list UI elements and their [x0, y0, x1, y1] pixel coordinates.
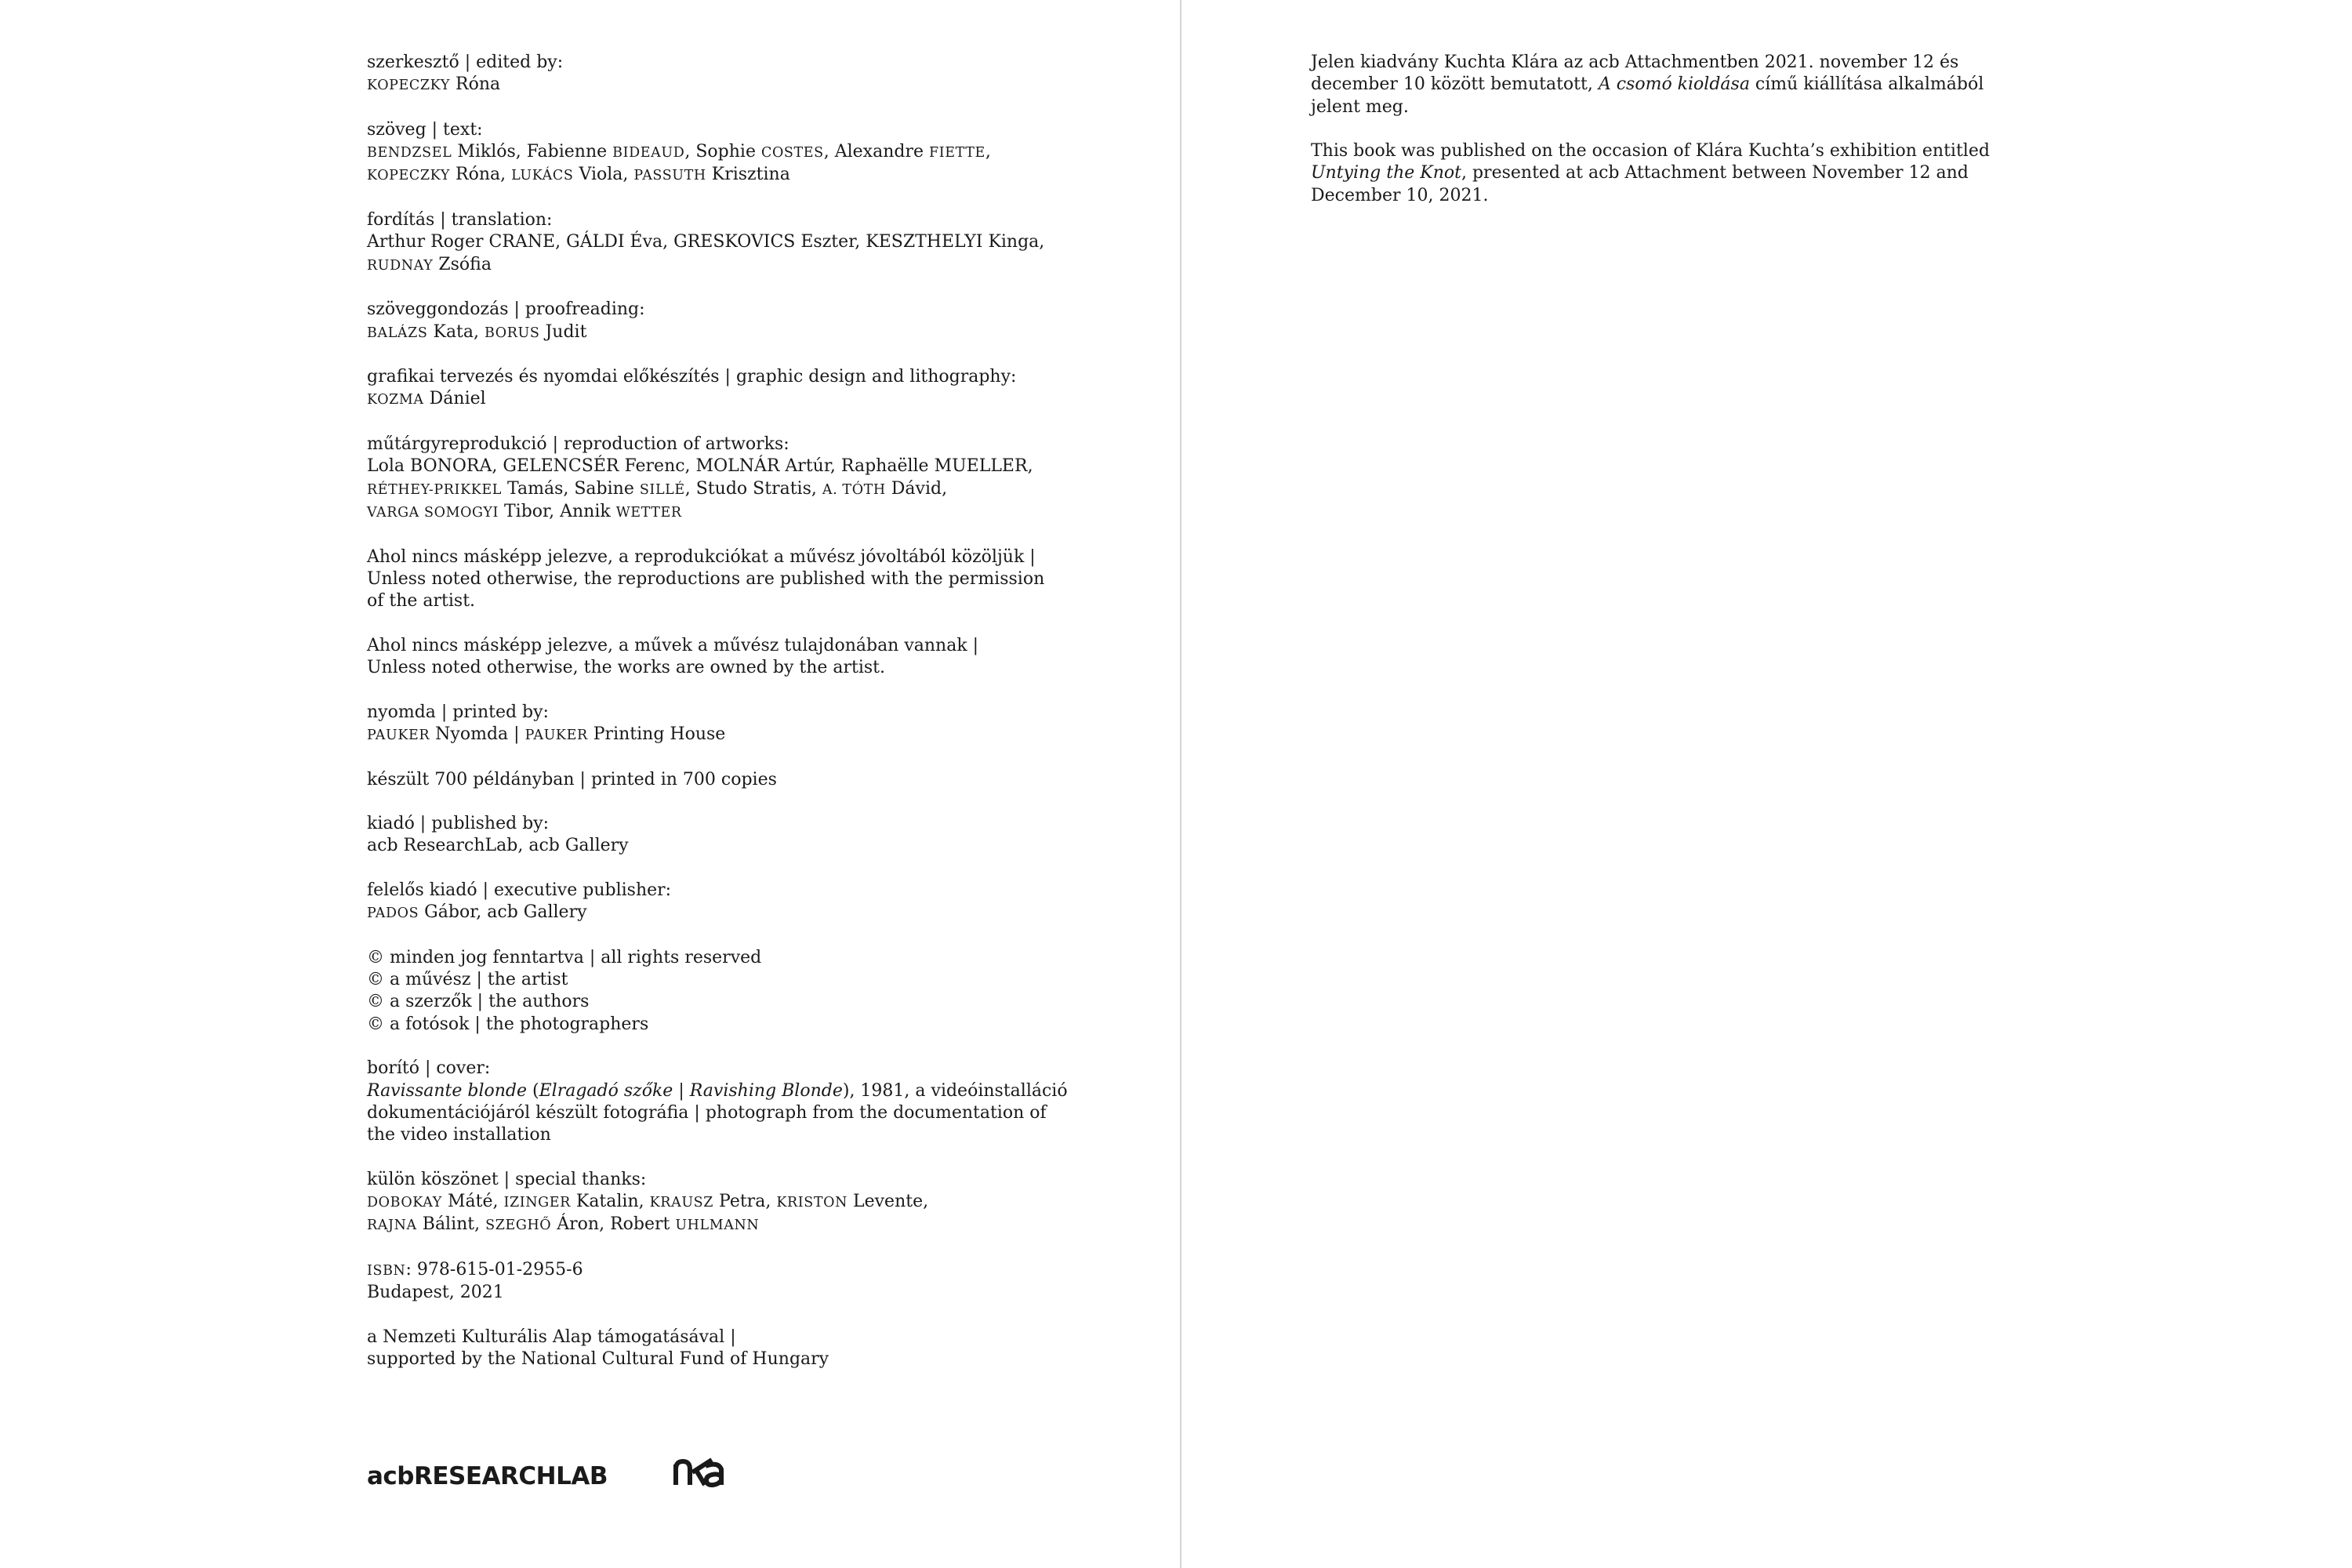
credit-cover: [367, 1058, 1073, 1146]
credit-names: BENDZSEL Miklós, Fabienne BIDEAUD, Sophie COSTES, Alexandre FIETTE,: [367, 142, 991, 162]
credit-names: KOPECZKY Róna: [367, 74, 501, 95]
exhibition-title-hu: A csomó kioldása: [1598, 74, 1750, 95]
note-line: December 10, 2021.: [1311, 185, 1489, 205]
credit-names: Lola BONORA, GELENCSÉR Ferenc, MOLNÁR Artúr, Raphaëlle MUELLER,: [367, 456, 1033, 477]
rights-line: © minden jog fenntartva | all rights reserved: [367, 947, 762, 967]
credit-names: KOZMA Dániel: [367, 389, 486, 409]
credit-names: VARGA SOMOGYI Tibor, Annik WETTER: [367, 501, 682, 521]
credit-text: [367, 119, 1073, 187]
place-year: Budapest, 2021: [367, 1283, 504, 1303]
exhibition-title-en: Untying the Knot: [1311, 163, 1461, 183]
credit-printer: [367, 702, 1073, 747]
publication-note-en: [1311, 140, 1990, 207]
rights-line: © a fotósok | the photographers: [367, 1014, 649, 1034]
colophon-credits: [367, 52, 1073, 1393]
note-line: Untying the Knot, presented at acb Attachment between November 12 and: [1311, 163, 1969, 183]
credit-label: külön köszönet | special thanks:: [367, 1169, 647, 1189]
note-line: Ahol nincs másképp jelezve, a művek a művész tulajdonában vannak |: [367, 635, 979, 655]
rights-notice: [367, 947, 1073, 1036]
credit-translation: [367, 209, 1073, 277]
note-line: Unless noted otherwise, the works are owned by the artist.: [367, 658, 886, 678]
credit-names: PADOS Gábor, acb Gallery: [367, 902, 587, 923]
note-line: a Nemzeti Kulturális Alap támogatásával |: [367, 1327, 736, 1347]
rights-line: © a szerzők | the authors: [367, 992, 590, 1012]
credit-names: RUDNAY Zsófia: [367, 254, 492, 274]
credit-special-thanks: [367, 1169, 1073, 1237]
credit-editor: [367, 52, 1073, 97]
note-line: supported by the National Cultural Fund of Hungary: [367, 1349, 829, 1370]
logo-row: [367, 1450, 806, 1490]
credit-label: szöveggondozás | proofreading:: [367, 299, 645, 320]
credit-graphic-design: [367, 366, 1073, 412]
credit-names: PAUKER Nyomda | PAUKER Printing House: [367, 724, 726, 744]
isbn-block: [367, 1259, 1073, 1305]
acb-researchlab-logo: acbRESEARCHLAB: [367, 1462, 608, 1490]
note-line: Jelen kiadvány Kuchta Klára az acb Attachmentben 2021. november 12 és: [1311, 53, 1959, 72]
credit-names: BALÁZS Kata, BORUS Judit: [367, 321, 587, 342]
permission-note: [367, 546, 1073, 613]
note-line: of the artist.: [367, 591, 476, 612]
cover-caption: dokumentációjáról készült fotográfia | photograph from the documentation of: [367, 1102, 1047, 1123]
credit-label: fordítás | translation:: [367, 210, 553, 230]
cover-caption: Ravissante blonde (Elragadó szőke | Ravishing Blonde), 1981, a videóinstalláció: [367, 1080, 1068, 1101]
isbn-number: ISBN: 978-615-01-2955-6: [367, 1260, 583, 1280]
publication-note: [1311, 52, 1990, 229]
note-line: Unless noted otherwise, the reproductions are published with the permission: [367, 568, 1045, 589]
credit-names: acb ResearchLab, acb Gallery: [367, 836, 629, 856]
credit-names: Arthur Roger CRANE, GÁLDI Éva, GRESKOVICS Eszter, KESZTHELYI Kinga,: [367, 232, 1045, 252]
note-line: december 10 között bemutatott, A csomó kioldása című kiállítása alkalmából: [1311, 74, 1984, 95]
credit-proofreading: [367, 299, 1073, 344]
print-run-text: készült 700 példányban | printed in 700 copies: [367, 769, 777, 789]
note-line: Ahol nincs másképp jelezve, a reprodukciókat a művész jóvoltából közöljük |: [367, 546, 1036, 567]
credit-label: szöveg | text:: [367, 119, 483, 140]
credit-label: grafikai tervezés és nyomdai előkészítés | graphic design and lithography:: [367, 367, 1017, 387]
funding-note: [367, 1327, 1073, 1371]
credit-label: műtárgyreprodukció | reproduction of artworks:: [367, 434, 789, 455]
credit-publisher: [367, 813, 1073, 858]
credit-label: felelős kiadó | executive publisher:: [367, 880, 672, 900]
credit-names: RAJNA Bálint, SZEGHŐ Áron, Robert UHLMANN: [367, 1214, 760, 1235]
print-run: [367, 769, 1073, 791]
credit-label: borító | cover:: [367, 1058, 491, 1079]
ownership-note: [367, 635, 1073, 680]
rights-line: © a művész | the artist: [367, 970, 568, 990]
credit-executive-publisher: [367, 880, 1073, 925]
cover-caption: the video installation: [367, 1125, 551, 1145]
publication-note-hu: [1311, 52, 1985, 118]
credit-label: kiadó | published by:: [367, 814, 550, 834]
note-line: This book was published on the occasion of Klára Kuchta’s exhibition entitled: [1311, 141, 1990, 162]
credit-names: KOPECZKY Róna, LUKÁCS Viola, PASSUTH Krisztina: [367, 165, 790, 185]
credit-label: nyomda | printed by:: [367, 702, 549, 722]
page-gutter-divider: [1180, 0, 1181, 1568]
note-line: jelent meg.: [1311, 96, 1409, 117]
credit-names: DOBOKAY Máté, IZINGER Katalin, KRAUSZ Petra, KRISTON Levente,: [367, 1192, 929, 1212]
credit-reproduction: [367, 434, 1073, 524]
nka-logo: [673, 1450, 728, 1490]
credit-names: RÉTHEY-PRIKKEL Tamás, Sabine SILLÉ, Studo Stratis, A. TÓTH Dávid,: [367, 478, 948, 499]
credit-label: szerkesztő | edited by:: [367, 53, 564, 72]
